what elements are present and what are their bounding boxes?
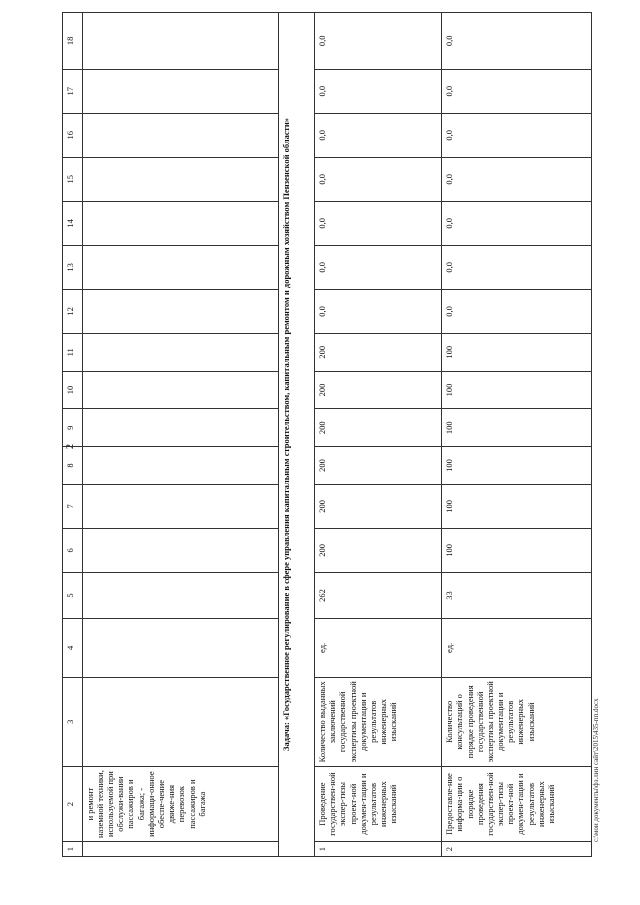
value-col-16: 0,0: [315, 113, 442, 157]
value-col-17: 0,0: [315, 69, 442, 113]
event-name: Проведение государствен-ной экспер-тизы проект-ной докумен-тации и результатов инженерных изысканий: [315, 766, 442, 841]
value-col-9: 200: [315, 409, 442, 447]
value-col-13: 0,0: [442, 245, 592, 289]
value-col-14: 0,0: [315, 201, 442, 245]
value-col-11: 100: [442, 333, 592, 371]
value-col-15: 0,0: [442, 157, 592, 201]
cont-cell-9: [82, 409, 278, 447]
continuation-row: [82, 13, 278, 857]
col-header-16: 16: [63, 113, 83, 157]
col-header-5: 5: [63, 572, 83, 618]
unit: ед.: [315, 619, 442, 678]
cont-cell-6: [82, 528, 278, 572]
value-col-6: 100: [442, 528, 592, 572]
cont-cell-5: [82, 572, 278, 618]
indicator-name: Количество выданных заключений государственной экспертизы проектной документации и результатов инженерных изысканий: [315, 677, 442, 766]
cont-cell-18: [82, 13, 278, 70]
task-heading: Задача: «Государственное регулирование в сфере управления капитальным строительством, капитальным ремонтом и дорожным хозяйством Пензенской области»: [278, 13, 314, 857]
col-header-9: 9: [63, 409, 83, 447]
col-header-4: 4: [63, 619, 83, 678]
cont-cell-16: [82, 113, 278, 157]
col-header-17: 17: [63, 69, 83, 113]
row-number: 1: [315, 842, 442, 857]
rotated-table-container: [62, 12, 592, 857]
value-col-18: 0,0: [315, 13, 442, 70]
event-name: Предоставле-ние информа-ции о порядке проведения государствен-ной экспер-тизы проект-ной докумен-тации и результатов инженерных изысканий: [442, 766, 592, 841]
cont-cell-17: [82, 69, 278, 113]
cont-cell-8: [82, 447, 278, 485]
col-header-12: 12: [63, 289, 83, 333]
footer-file-path: c:\мои документы\фз.лин сайт\2015\435-пп.docx: [592, 698, 600, 842]
row-number: 2: [442, 842, 592, 857]
value-col-14: 0,0: [442, 201, 592, 245]
cont-cell-1: [82, 842, 278, 857]
cont-cell-12: [82, 289, 278, 333]
value-col-8: 100: [442, 447, 592, 485]
table-row: [442, 13, 592, 857]
value-col-8: 200: [315, 447, 442, 485]
value-col-17: 0,0: [442, 69, 592, 113]
value-col-10: 100: [442, 371, 592, 409]
value-col-9: 100: [442, 409, 592, 447]
page-number: 2: [65, 444, 76, 449]
cont-cell-2: и ремонт наземной техники, используемой при обслужи-вании пассажиров и багажа; - информаци-онное обеспе-чение движе-ния перевозок пассажиров и багажа: [82, 766, 278, 841]
header-row: [63, 13, 83, 857]
value-col-18: 0,0: [442, 13, 592, 70]
value-col-12: 0,0: [315, 289, 442, 333]
task-row: [278, 13, 314, 857]
value-col-16: 0,0: [442, 113, 592, 157]
cont-cell-7: [82, 484, 278, 528]
col-header-6: 6: [63, 528, 83, 572]
cont-cell-3: [82, 677, 278, 766]
col-header-10: 10: [63, 371, 83, 409]
value-col-15: 0,0: [315, 157, 442, 201]
col-header-8: 8: [63, 447, 83, 485]
cont-cell-4: [82, 619, 278, 678]
value-col-10: 200: [315, 371, 442, 409]
value-col-12: 0,0: [442, 289, 592, 333]
cont-cell-13: [82, 245, 278, 289]
value-col-5: 33: [442, 572, 592, 618]
table-row: [315, 13, 442, 857]
col-header-15: 15: [63, 157, 83, 201]
value-col-5: 262: [315, 572, 442, 618]
cont-cell-11: [82, 333, 278, 371]
col-header-11: 11: [63, 333, 83, 371]
col-header-3: 3: [63, 677, 83, 766]
cont-cell-15: [82, 157, 278, 201]
unit: ед.: [442, 619, 592, 678]
value-col-13: 0,0: [315, 245, 442, 289]
cont-cell-10: [82, 371, 278, 409]
value-col-6: 200: [315, 528, 442, 572]
col-header-2: 2: [63, 766, 83, 841]
value-col-11: 200: [315, 333, 442, 371]
col-header-14: 14: [63, 201, 83, 245]
col-header-1: 1: [63, 842, 83, 857]
col-header-18: 18: [63, 13, 83, 70]
cont-cell-14: [82, 201, 278, 245]
indicator-name: Количество консультаций о порядке проведения государственной экспертизы проектной документации и результатов инженерных изысканий: [442, 677, 592, 766]
col-header-7: 7: [63, 484, 83, 528]
value-col-7: 200: [315, 484, 442, 528]
value-col-7: 100: [442, 484, 592, 528]
col-header-13: 13: [63, 245, 83, 289]
indicator-table: [62, 12, 592, 857]
